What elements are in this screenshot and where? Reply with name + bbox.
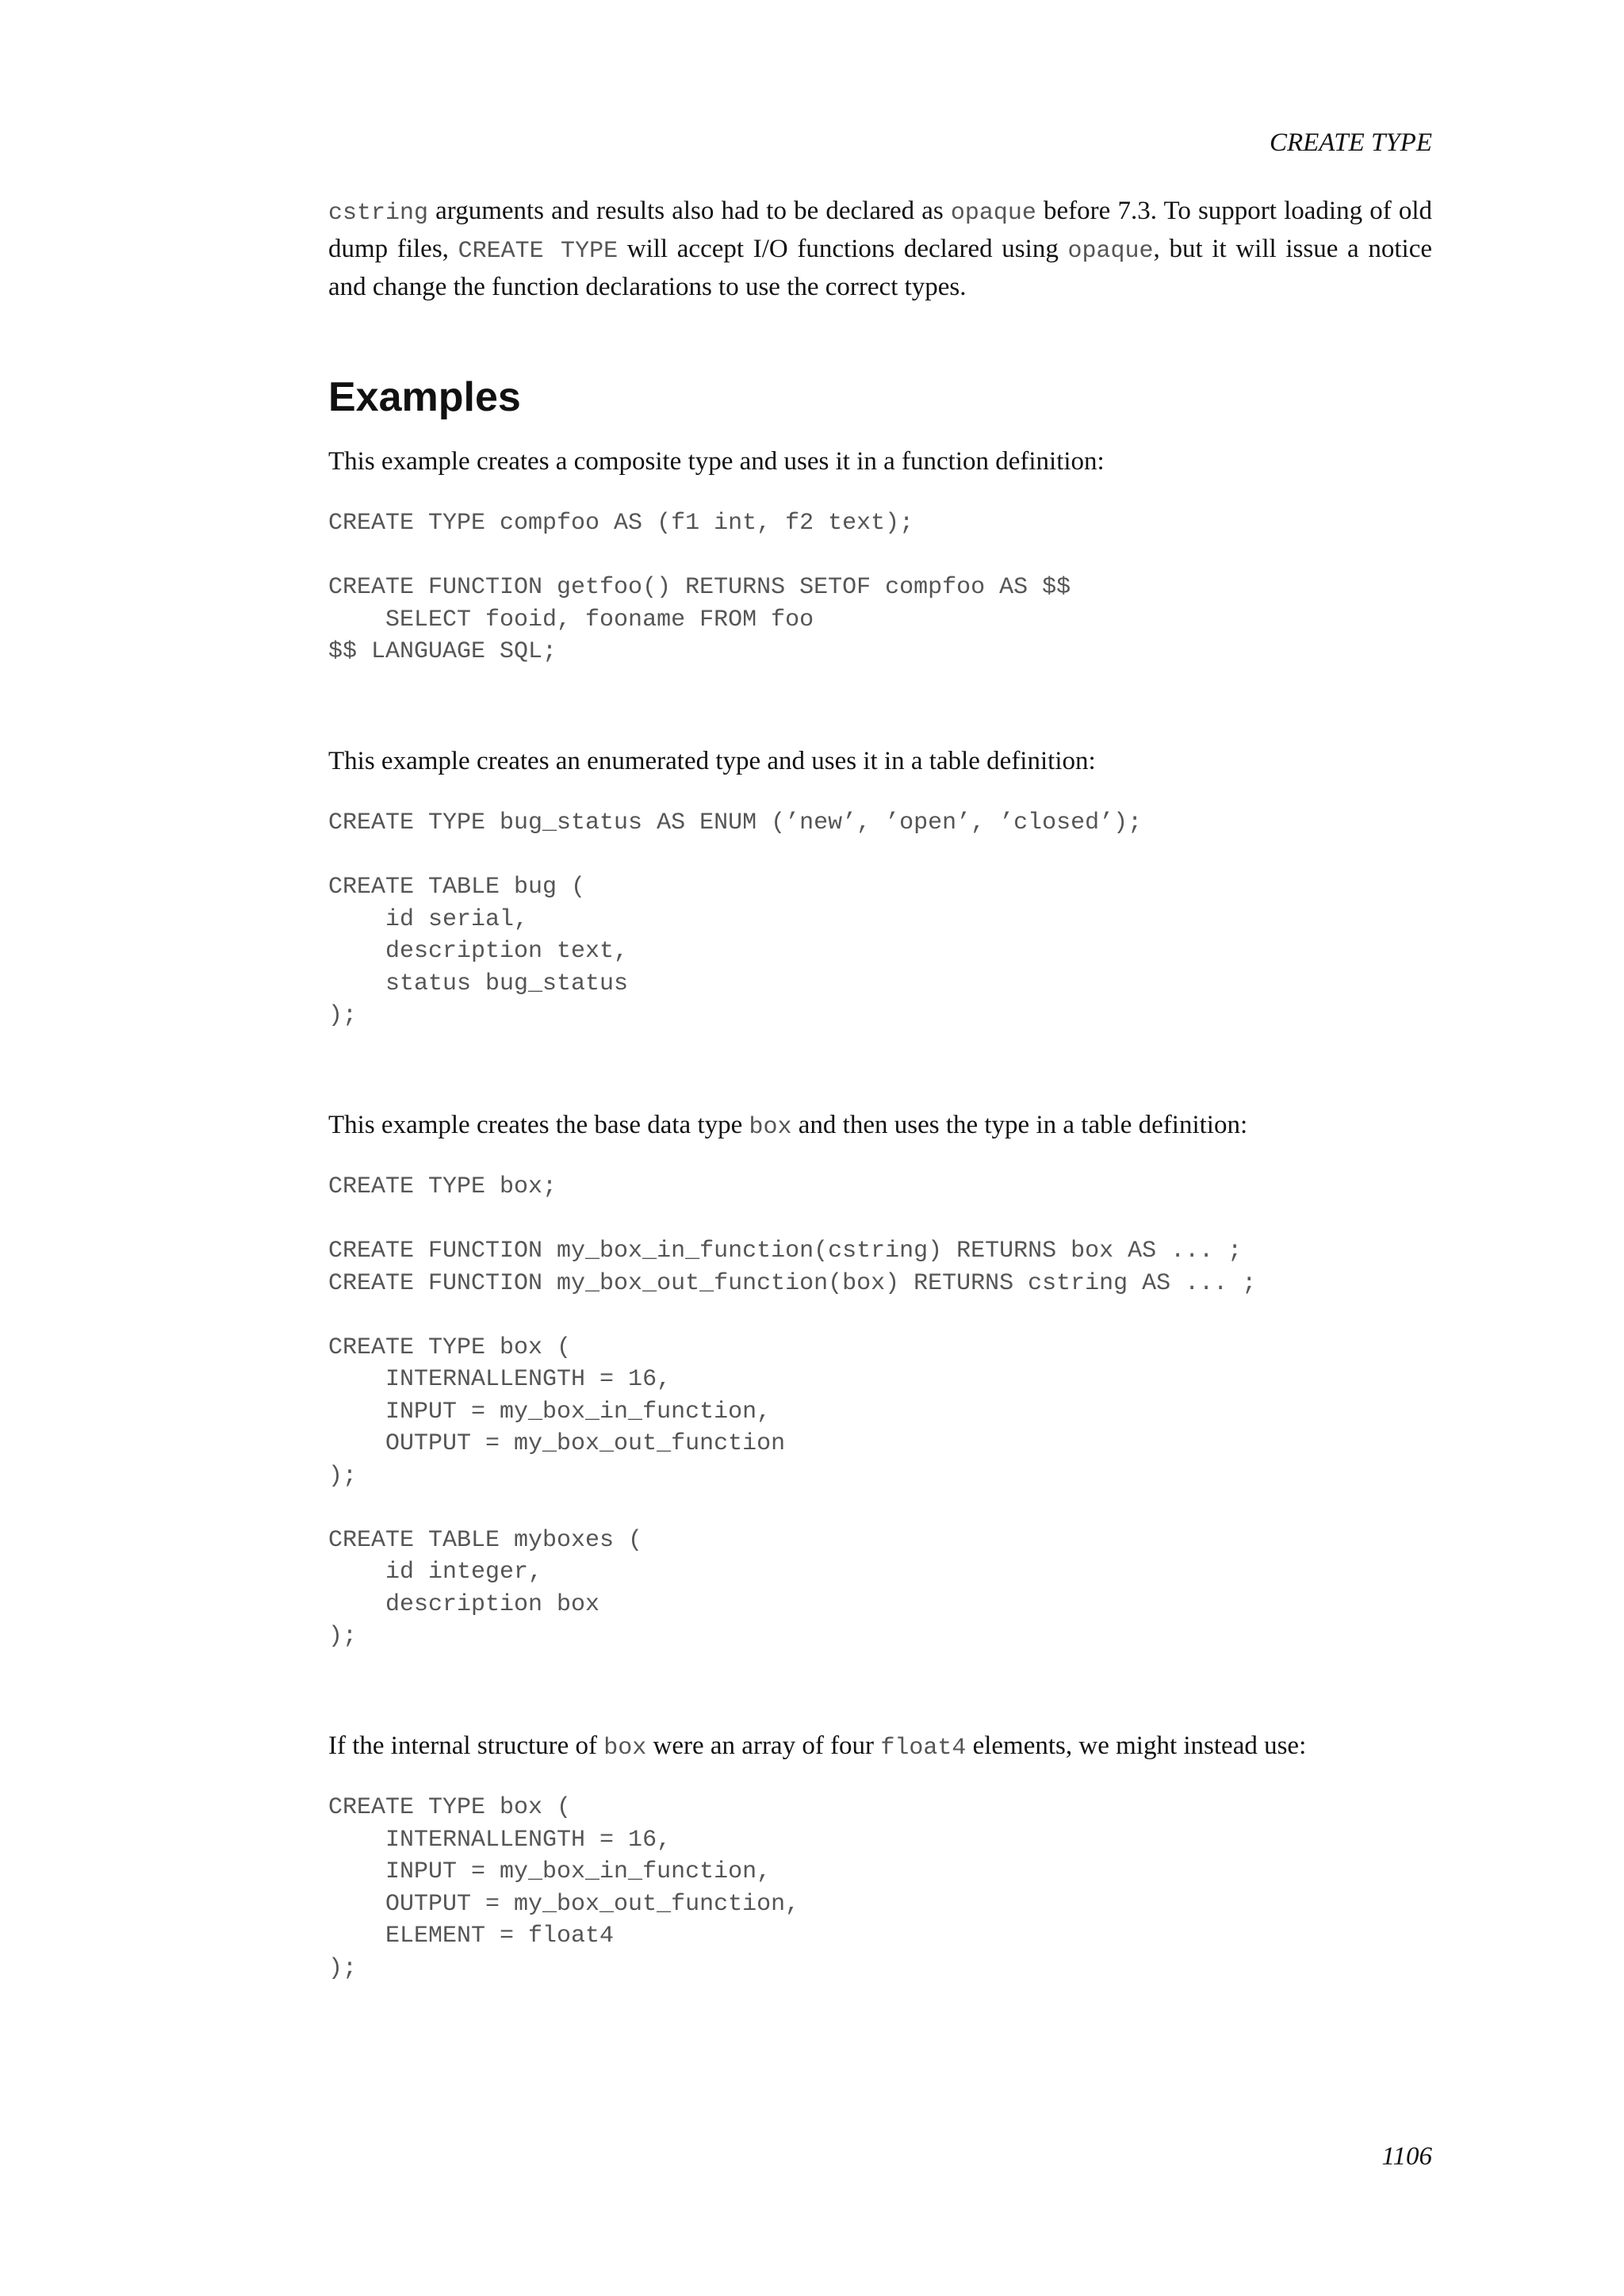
inline-code: cstring	[328, 200, 429, 227]
paragraph-text: If the internal structure of	[328, 1732, 604, 1760]
inline-code: box	[603, 1735, 647, 1762]
paragraph-text: arguments and results also had to be declared as	[428, 197, 951, 225]
inline-code: box	[749, 1114, 792, 1141]
intro-paragraph	[328, 193, 1432, 305]
section-heading: Examples	[328, 374, 521, 420]
example-2-code-block: CREATE TYPE bug_status AS ENUM (’new’, ’open’, ’closed’); CREATE TABLE bug ( id serial, description text, status bug_status );	[328, 809, 1143, 1029]
example-2-description: This example creates an enumerated type and uses it in a table definition:	[328, 747, 1096, 775]
example-4-description	[328, 1728, 1432, 1766]
example-4-code-block: CREATE TYPE box ( INTERNALLENGTH = 16, INPUT = my_box_in_function, OUTPUT = my_box_out_function, ELEMENT = float4 );	[328, 1794, 800, 1982]
inline-code: CREATE TYPE	[458, 238, 619, 265]
paragraph-text: and then uses the type in a table definition:	[791, 1111, 1248, 1139]
example-3-code-block: CREATE TYPE box; CREATE FUNCTION my_box_in_function(cstring) RETURNS box AS ... ; CREATE FUNCTION my_box_out_function(box) RETURNS cstring AS ... ; CREATE TYPE box ( INTERNALLENGTH = 16, INPUT = my_box_in_function, OUTPUT = my_box_out_function ); CREATE TABLE myboxes ( id integer, description box );	[328, 1173, 1257, 1650]
running-header: CREATE TYPE	[1269, 128, 1432, 157]
inline-code: float4	[880, 1735, 967, 1762]
example-3-description	[328, 1108, 1432, 1146]
paragraph-text: before 7.3. To support loading of old dump files,	[328, 197, 1432, 263]
page-number: 1106	[1381, 2142, 1432, 2171]
inline-code: opaque	[950, 200, 1036, 227]
example-1-code-block: CREATE TYPE compfoo AS (f1 int, f2 text); CREATE FUNCTION getfoo() RETURNS SETOF compfoo AS $$ SELECT fooid, fooname FROM foo $$ LANGUAGE SQL;	[328, 510, 1071, 665]
inline-code: opaque	[1067, 238, 1154, 265]
paragraph-text: will accept I/O functions declared using	[618, 235, 1068, 263]
paragraph-text: elements, we might instead use:	[966, 1732, 1307, 1760]
paragraph-text: This example creates the base data type	[328, 1111, 749, 1139]
paragraph-text: were an array of four	[646, 1732, 881, 1760]
paragraph-text: , but it will issue a notice and change the function declarations to use the correct types.	[328, 235, 1433, 301]
example-1-description: This example creates a composite type and uses it in a function definition:	[328, 447, 1105, 476]
